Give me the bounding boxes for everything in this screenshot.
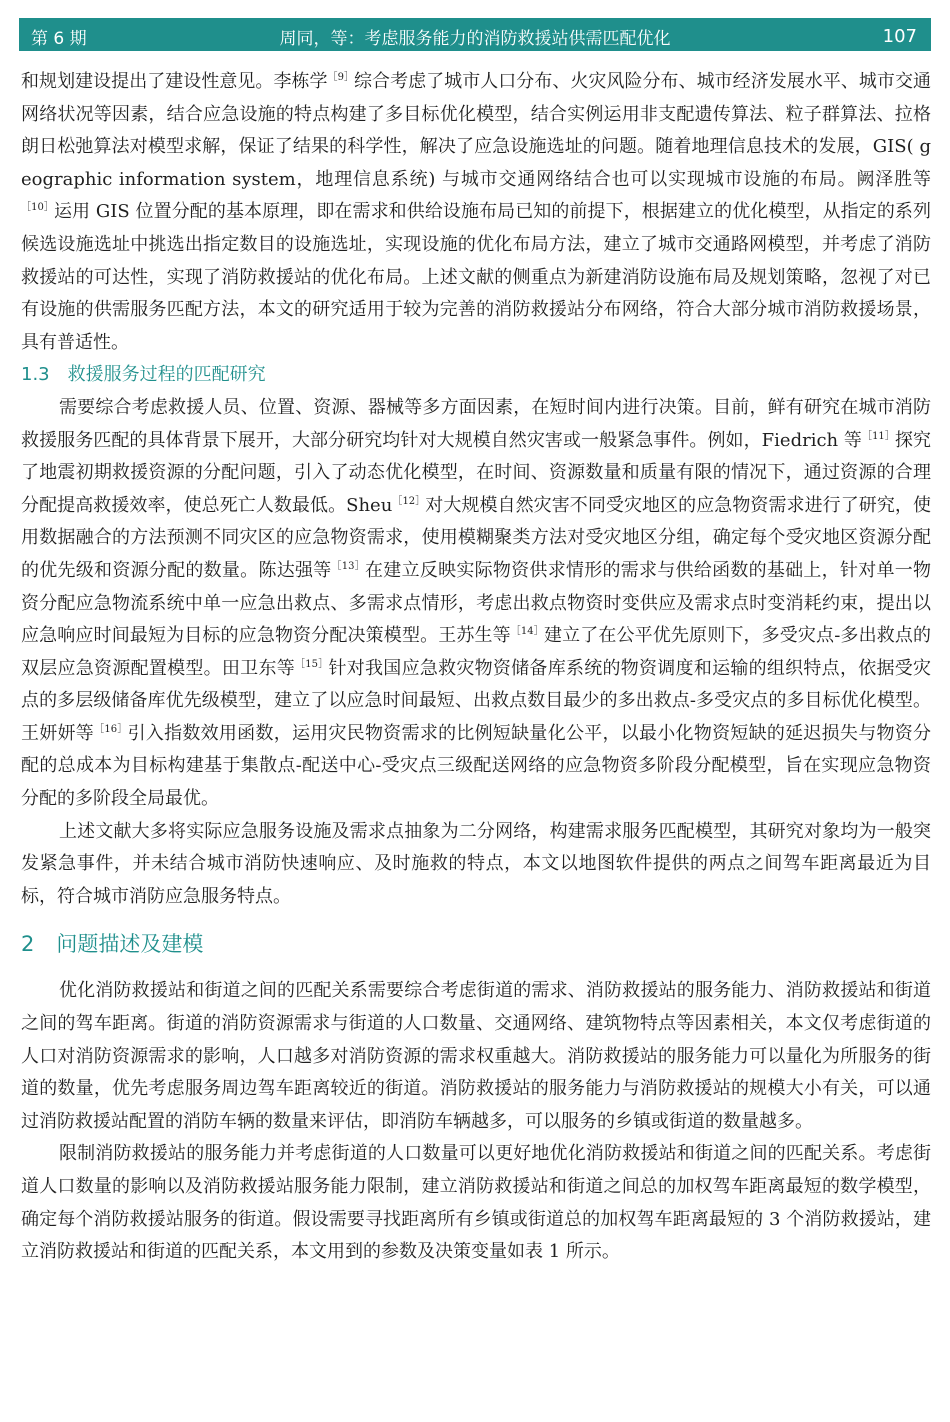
section-title: 问题描述及建模 [56,932,204,957]
section-heading-2 [21,927,931,961]
issue-number: 第 6 期 [31,29,87,49]
paragraph-problem-description: 优化消防救援站和街道之间的匹配关系需要综合考虑街道的需求、消防救援站的服务能力、消防救援站和街道之间的驾车距离。街道的消防资源需求与街道的人口数量、交通网络、建筑物特点等因素相关，本文仅考虑街道的人口对消防资源需求的影响，人口越多对消防资源的需求权重越大。消防救援站的服务能力可以量化为所服务的街道的数量，优先考虑服务周边驾车距离较近的街道。消防救援站的服务能力与消防救援站的规模大小有关，可以通过消防救援站配置的消防车辆的数量来评估，即消防车辆越多，可以服务的乡镇或街道的数量越多。 [21,980,931,1132]
citation-16: ［16］ [94,723,128,735]
paragraph-related-work-continued [21,66,931,359]
citation-9: ［9］ [327,72,355,83]
section-number: 1.3 [21,364,50,386]
text-run: 在建立反映实际物资供求情形的需求与供给函数的基础上，针对单一物资分配应急物流系统中单一应急出救点、多需求点情形，考虑出救点物资时变供应及需求点时变消耗约束，提出以应急响应时间最短为目标的应急物资分配决策模型。王苏生等 [21,559,932,647]
section-title: 救援服务过程的匹配研究 [67,364,266,386]
text-run: 运用 GIS 位置分配的基本原理，即在需求和供给设施布局已知的前提下，根据建立的优化模型，从指定的系列候选设施选址中挑选出指定数目的设施选址，实现设施的优化布局方法，建立了城市交通路网模型，并考虑了消防救援站的可达性，实现了消防救援站的优化布局。上述文献的侧重点为新建消防设施布局及规划策略，忽视了对已有设施的供需服务匹配方法，本文的研究适用于较为完善的消防救援站分布网络，符合大部分城市消防救援场景，具有普适性。 [21,201,931,353]
running-title: 周同，等：考虑服务能力的消防救援站供需匹配优化 [279,29,671,49]
article-body [21,66,931,1269]
section-heading-1-3 [21,359,931,392]
text-run: 需要综合考虑救援人员、位置、资源、器械等多方面因素，在短时间内进行决策。目前，鲜有研究在城市消防救援服务匹配的具体背景下展开，大部分研究均针对大规模自然灾害或一般紧急事件。例如，Fiedrich 等 [21,396,931,451]
text-run: 综合考虑了城市人口分布、火灾风险分布、城市经济发展水平、城市交通网络状况等因素，结合应急设施的特点构建了多目标优化模型，结合实例运用非支配遗传算法、粒子群算法、拉格朗日松弛算法对模型求解，保证了结果的科学性，解决了应急设施选址的问题。随着地理信息技术的发展，GIS( geographic information system，地理信息系统) 与城市交通网络结合也可以实现城市设施的布局。阙泽胜等 [21,71,931,190]
citation-15: ［15］ [294,658,329,670]
citation-12: ［12］ [392,495,426,507]
text-run: 引入指数效用函数，运用灾民物资需求的比例短缺量化公平，以最小化物资短缺的延迟损失与物资分配的总成本为目标构建基于集散点-配送中心-受灾点三级配送网络的应急物资多阶段分配模型，旨在实现应急物资分配的多阶段全局最优。 [21,722,931,810]
text-run: 对大规模自然灾害不同受灾地区的应急物资需求进行了研究，使用数据融合的方法预测不同灾区的应急物资需求，使用模糊聚类方法对受灾地区分组，确定每个受灾地区资源分配的优先级和资源分配的数量。陈达强等 [21,494,931,581]
paragraph-model-assumption: 限制消防救援站的服务能力并考虑街道的人口数量可以更好地优化消防救援站和街道之间的匹配关系。考虑街道人口数量的影响以及消防救援站服务能力限制，建立消防救援站和街道之间总的加权驾车距离最短的数学模型，确定每个消防救援站服务的街道。假设需要寻找距离所有乡镇或街道总的加权驾车距离最短的 3 个消防救援站，建立消防救援站和街道的匹配关系，本文用到的参数及决策变量如表 1 所示。 [21,1143,931,1263]
running-header [19,18,931,51]
paragraph-summary: 上述文献大多将实际应急服务设施及需求点抽象为二分网络，构建需求服务匹配模型，其研究对象均为一般突发紧急事件，并未结合城市消防快速响应、及时施救的特点，本文以地图软件提供的两点之间驾车距离最近为目标，符合城市消防应急服务特点。 [21,820,931,907]
page-number: 107 [882,26,917,47]
text-run: 针对我国应急救灾物资储备库系统的物资调度和运输的组织特点，依据受灾点的多层级储备库优先级模型，建立了以应急时间最短、出救点数目最少的多出救点-多受灾点的多目标优化模型。王妍妍等 [21,657,932,744]
citation-14: ［14］ [510,626,544,638]
text-run: 和规划建设提出了建设性意见。李栋学 [21,71,328,92]
citation-11: ［11］ [862,430,895,442]
text-run: 建立了在公平优先原则下，多受灾点-多出救点的双层应急资源配置模型。田卫东等 [21,625,931,679]
citation-13: ［13］ [331,560,366,572]
paragraph-matching-research [21,392,931,816]
citation-10: ［10］ [21,202,54,214]
text-run: 探究了地震初期救援资源的分配问题，引入了动态优化模型，在时间、资源数量和质量有限的情况下，通过资源的合理分配提高救援效率，使总死亡人数最低。Sheu [21,429,931,516]
section-number: 2 [21,932,35,957]
